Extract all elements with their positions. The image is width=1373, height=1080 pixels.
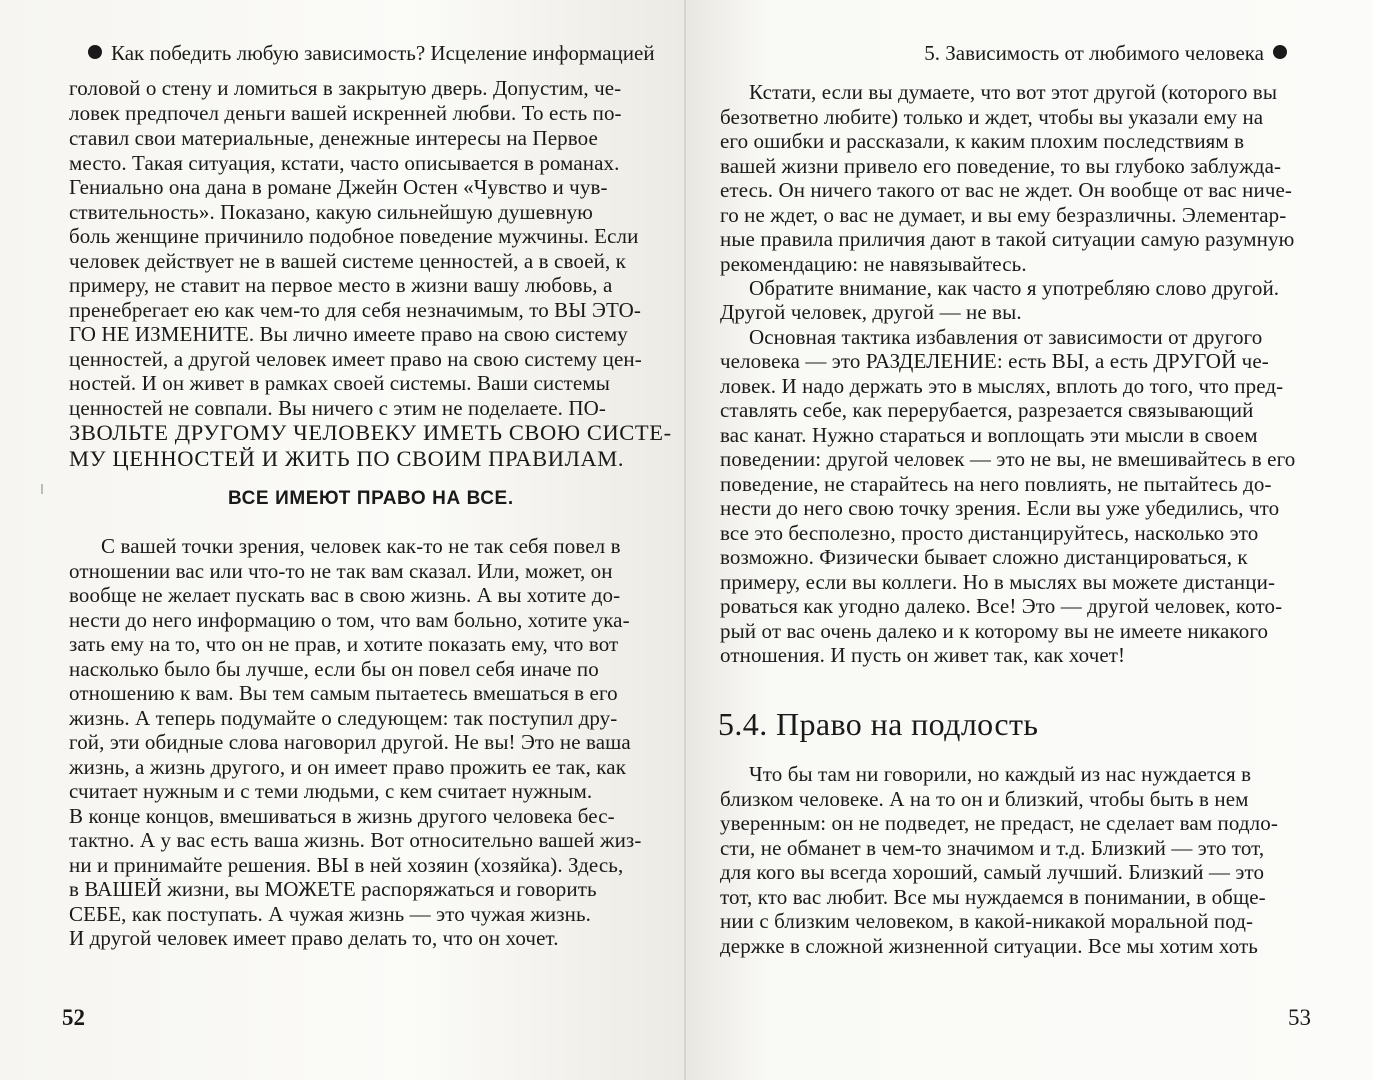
- subheading: ВСЕ ИМЕЮТ ПРАВО НА ВСЕ.: [228, 488, 514, 509]
- text-line: для кого вы всегда хороший, самый лучший. Близкий — это: [720, 860, 1265, 884]
- text-line: тот, кто вас любит. Все мы нуждаемся в понимании, в обще-: [720, 885, 1266, 909]
- text-line: поведении: другой человек — это не вы, не вмешивайтесь в его: [720, 447, 1296, 471]
- right-running-head: [924, 41, 1287, 66]
- page-number-right: 53: [1288, 1005, 1311, 1030]
- text-line: ни и принимайте решения. ВЫ в ней хозяин (хозяйка). Здесь,: [69, 853, 624, 877]
- text-line: ГО НЕ ИЗМЕНИТЕ. Вы лично имеете право на свою систему: [69, 322, 628, 346]
- text-line: И другой человек имеет право делать то, что он хочет.: [69, 926, 559, 950]
- text-line: вообще не желает пускать вас в свою жизнь. А вы хотите до-: [69, 583, 621, 607]
- text-line: нии с близким человеком, в какой-никакой моральной под-: [720, 909, 1254, 933]
- text-line: возможно. Физически бывает сложно дистанцироваться, к: [720, 545, 1248, 569]
- text-line: безответно любите) только и ждет, чтобы вы указали ему на: [720, 105, 1264, 129]
- text-line: рекомендацию: не навязывайтесь.: [720, 252, 1027, 276]
- margin-mark: [41, 484, 43, 494]
- text-line: Кстати, если вы думаете, что вот этот другой (которого вы: [749, 80, 1278, 104]
- left-running-head: [88, 41, 655, 66]
- text-line: ствительность». Показано, какую сильнейшую душевную: [69, 200, 593, 224]
- text-line: го не ждет, о вас не думает, и вы ему безразличны. Элементар-: [720, 203, 1287, 227]
- text-line: СЕБЕ, как поступать. А чужая жизнь — это чужая жизнь.: [69, 902, 592, 926]
- page-number-left: 52: [62, 1005, 85, 1030]
- text-line: Что бы там ни говорили, но каждый из нас нуждается в: [749, 762, 1252, 786]
- text-line: его ошибки и рассказали, к каким плохим последствиям в: [720, 129, 1245, 153]
- text-line: В конце концов, вмешиваться в жизнь другого человека бес-: [69, 804, 615, 828]
- text-line: вас канат. Нужно стараться и воплощать эти мысли в своем: [720, 423, 1258, 447]
- text-line: ловек предпочел деньги вашей искренней любви. То есть по-: [69, 101, 622, 125]
- text-line: гой, эти обидные слова наговорил другой. Не вы! Это не ваша: [69, 730, 631, 754]
- text-line: жизнь, а жизнь другого, и он имеет право прожить ее так, как: [69, 755, 627, 779]
- text-line: ставил свои материальные, денежные интересы на Первое: [69, 126, 598, 150]
- text-line: зать ему на то, что он не прав, и хотите показать ему, что вот: [69, 632, 619, 656]
- text-line: ценностей не совпали. Вы ничего с этим не поделаете. ПО-: [69, 396, 606, 420]
- text-line: пренебрегает ею как чем-то для себя незначимым, то ВЫ ЭТО-: [69, 298, 641, 322]
- text-line: Основная тактика избавления от зависимости от другого: [749, 325, 1263, 349]
- text-line: нести до него информацию о том, что вам больно, хотите ука-: [69, 608, 630, 632]
- text-line: ные правила приличия дают в такой ситуации самую разумную: [720, 227, 1295, 251]
- text-line: жизнь. А теперь подумайте о следующем: так поступил дру-: [69, 706, 618, 730]
- text-line: все это бесполезно, просто дистанцируйтесь, насколько это: [720, 521, 1259, 545]
- text-line: ЗВОЛЬТЕ ДРУГОМУ ЧЕЛОВЕКУ ИМЕТЬ СВОЮ СИСТЕ-: [69, 420, 672, 445]
- bullet-icon: [88, 45, 102, 59]
- text-line: держке в сложной жизненной ситуации. Все мы хотим хоть: [720, 934, 1258, 958]
- text-line: отношению к вам. Вы тем самым пытаетесь вмешаться в его: [69, 681, 618, 705]
- text-line: ностей. И он живет в рамках своей системы. Ваши системы: [69, 371, 610, 395]
- text-line: близком человеке. А на то он и близкий, чтобы быть в нем: [720, 787, 1249, 811]
- right-running-head-text: 5. Зависимость от любимого человека: [924, 41, 1264, 65]
- text-line: ловек. И надо держать это в мыслях, вплоть до того, что пред-: [720, 374, 1284, 398]
- text-line: считает нужным и с теми людьми, с кем считает нужным.: [69, 779, 593, 803]
- text-line: МУ ЦЕННОСТЕЙ И ЖИТЬ ПО СВОИМ ПРАВИЛАМ.: [69, 446, 625, 471]
- bullet-icon: [1273, 45, 1287, 59]
- text-line: С вашей точки зрения, человек как-то не так себя повел в: [101, 534, 621, 558]
- text-line: тактно. А у вас есть ваша жизнь. Вот относительно вашей жиз-: [69, 828, 642, 852]
- text-line: уверенным: он не подведет, не предаст, не сделает вам подло-: [720, 811, 1278, 835]
- text-line: Гениально она дана в романе Джейн Остен «Чувство и чув-: [69, 175, 608, 199]
- text-line: ставлять себе, как перерубается, разрезается связывающий: [720, 398, 1254, 422]
- text-line: примеру, если вы коллеги. Но в мыслях вы можете дистанци-: [720, 570, 1276, 594]
- left-running-head-text: Как победить любую зависимость? Исцеление информацией: [111, 41, 655, 65]
- text-line: человек действует не в вашей системе ценностей, а в своей, к: [69, 249, 626, 273]
- text-line: насколько было бы лучше, если бы он повел себя иначе по: [69, 657, 599, 681]
- text-line: отношении вас или что-то не так вам сказал. Или, может, он: [69, 559, 613, 583]
- text-line: примеру, не ставит на первое место в жизни вашу любовь, а: [69, 273, 613, 297]
- text-line: поведение, не старайтесь на него повлиять, не пытайтесь до-: [720, 472, 1272, 496]
- text-line: человека — это РАЗДЕЛЕНИЕ: есть ВЫ, а есть ДРУГОЙ че-: [720, 349, 1269, 373]
- text-line: отношения. И пусть он живет так, как хочет!: [720, 643, 1126, 667]
- text-line: головой о стену и ломиться в закрытую дверь. Допустим, че-: [69, 76, 622, 100]
- text-line: боль женщине причинило подобное поведение мужчины. Если: [69, 224, 639, 248]
- text-line: место. Такая ситуация, кстати, часто описывается в романах.: [69, 151, 620, 175]
- text-line: в ВАШЕЙ жизни, вы МОЖЕТЕ распоряжаться и говорить: [69, 877, 597, 901]
- text-line: роваться как угодно далеко. Все! Это — другой человек, кото-: [720, 594, 1283, 618]
- left-page: [0, 0, 686, 1080]
- text-line: Обратите внимание, как часто я употребляю слово другой.: [749, 276, 1280, 300]
- text-line: сти, не обманет в чем-то значимом и т.д. Близкий — это тот,: [720, 836, 1265, 860]
- section-title: 5.4. Право на подлость: [718, 706, 1039, 742]
- text-line: рый от вас очень далеко и к которому вы не имеете никакого: [720, 619, 1269, 643]
- text-line: ценностей, а другой человек имеет право на свою систему цен-: [69, 347, 642, 371]
- text-line: етесь. Он ничего такого от вас не ждет. Он вообще от вас ниче-: [720, 178, 1293, 202]
- text-line: вашей жизни привело его поведение, то вы глубоко заблужда-: [720, 154, 1282, 178]
- text-line: Другой человек, другой — не вы.: [720, 300, 1022, 324]
- text-line: нести до него свою точку зрения. Если вы уже убедились, что: [720, 496, 1280, 520]
